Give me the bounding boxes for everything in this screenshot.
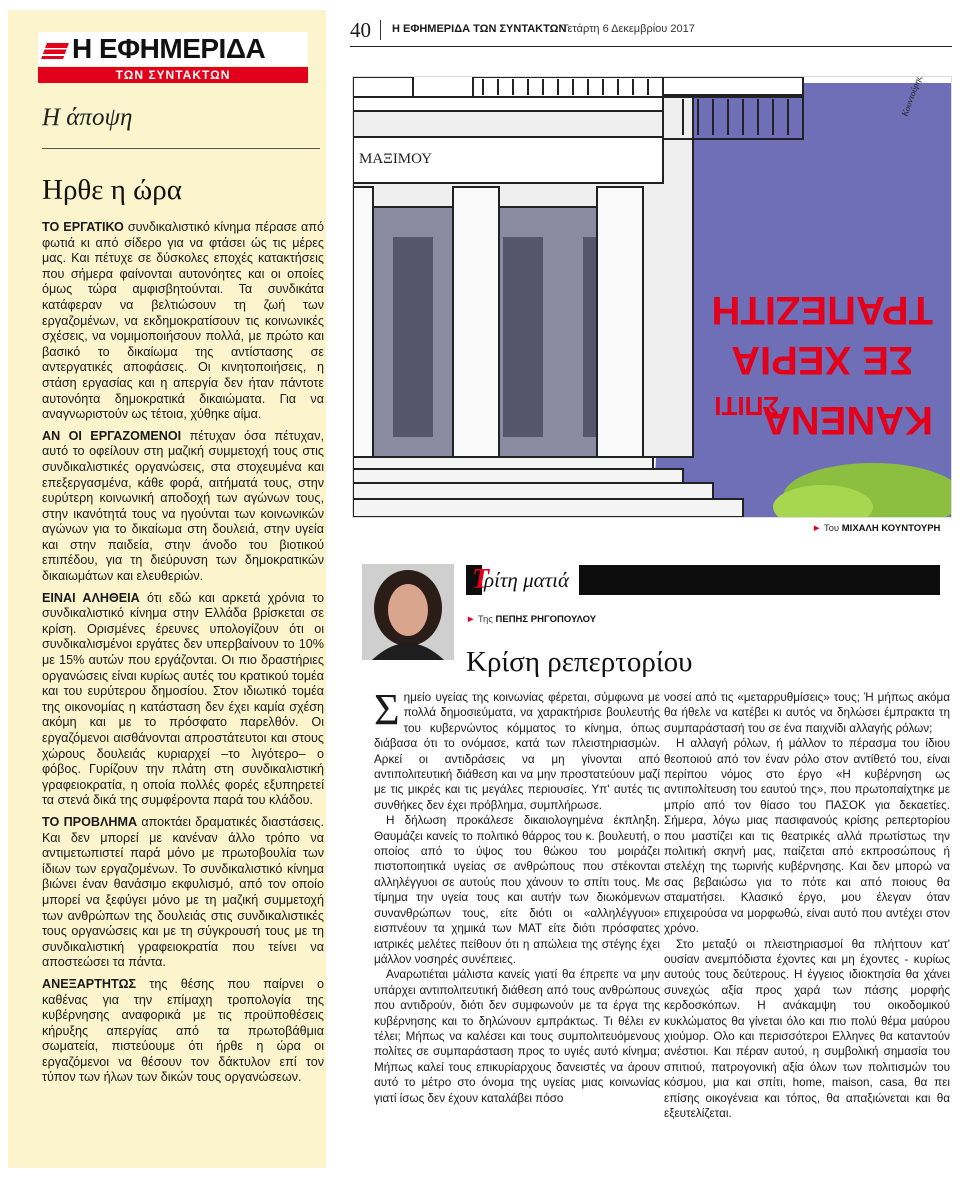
- column-header-text: ρίτη ματιά: [482, 565, 579, 595]
- paragraph-lead: ΤΟ ΠΡΟΒΛΗΜΑ: [42, 814, 138, 829]
- drop-cap: Σ: [374, 685, 400, 734]
- page-header: [350, 16, 952, 47]
- cartoon-signature: Κουντούρης: [899, 77, 924, 118]
- article-paragraph: Η αλλαγή ρόλων, ή μάλλον το πέρασμα του ίδιου θεοποιού από τον έναν ρόλο στον αντίθετό του, είναι περίπου νόμος στο έργο «Η κυβέρνηση ως αντιπολίτευση του εαυτού της», που πρωτοπαίχτηκε με μπρίο από τον θίασο του ΠΑΣΟΚ για δεκαετίες. Σήμερα, λόγω μιας πασιφανούς κρίσης ρεπερτορίου που μαστίζει και τις θεατρικές αλλά πρωτίστως την πολιτική σκηνή μας, παίζεται από εκπροσώπους ή στελέχη της τωρινής κυβέρνησης. Και δεν μπορώ να σας βεβαιώσω για το πότε και από ποιους θα σταματήσει. Κλασικό έργο, μου έλεγαν όταν επιχειρούσα να μορφωθώ, είναι αυτό που αντέχει στον χρόνο.: [664, 737, 950, 936]
- editorial-column: [8, 10, 326, 1168]
- cartoon-sign: ΜΑΞΙΜΟΥ: [359, 151, 433, 167]
- cartoon-credit: [812, 523, 940, 534]
- page-number: 40: [350, 18, 371, 42]
- article-title: Κρίση ρεπερτορίου: [466, 646, 693, 678]
- paragraph-text: συνδικαλιστικό κίνημα πέρασε από φωτιά κι από σίδερο για να φτάσει ώς τις μέρες μας. Και πέτυχε σε δύσκολες εποχές κατακτήσεις που σήμερα φαίνονται αυτονόητες και οι οποίες όμως τώρα αμφισβητούνται. Τα συνδικάτα κατάφεραν να βελτιώσουν τη ζωή των εργαζομένων, να εκδημοκρατίσουν τις κοινωνικές σχέσεις, να νομιμοποιήσουν πολλά, με πρώτο και βασικό το δικαίωμα της αντίστασης σε αντεργατικές αποφάσεις. Οι κινητοποιήσεις, η στάση εργασίας και η απεργία δεν ήταν πάντοτε αυτονόητα δημοκρατικά δικαιώματα. Για να αναγνωριστούν ως τέτοια, χύθηκε αίμα.: [42, 220, 325, 422]
- article-column-1: [374, 685, 660, 1106]
- paragraph-lead: ΑΝΕΞΑΡΤΗΤΩΣ: [42, 976, 137, 991]
- byline-prefix: Της: [477, 614, 493, 625]
- credit-prefix: Του: [823, 523, 840, 534]
- paragraph-text: πέτυχαν όσα πέτυχαν, αυτό το οφείλουν στη μαζική συμμετοχή τους στις συνδικαλιστικές οργανώσεις, στα στοχευμένα και επεξεργασμένα, κάθε φορά, αιτήματά τους, στην ευρύτερη κοινωνική αποδοχή των αγώνων τους, στην ικανότητά τους να ηγούνται των κοινωνικών αγώνων για το δικαίωμα στη δουλειά, στην υγεία και στην παιδεία, στην άνοδο του βιοτικού επιπέδου, για τη διεύρυνση των δημοκρατικών δικαιωμάτων και ελευθεριών.: [42, 428, 324, 584]
- editorial-paragraph: [42, 815, 324, 971]
- byline: [466, 614, 596, 625]
- paragraph-lead: ΤΟ ΕΡΓΑΤΙΚΟ: [42, 220, 124, 234]
- graffiti-line: ΤΡΑΠΕΖΙΤΗ: [711, 288, 933, 332]
- cartoon: [352, 76, 952, 518]
- issue-date: Τετάρτη 6 Δεκεμβρίου 2017: [562, 23, 695, 35]
- editorial-paragraph: [42, 220, 324, 423]
- editorial-paragraph: [42, 429, 324, 585]
- editorial-rubric: Η άποψη: [42, 104, 133, 131]
- article-paragraph: νοσεί από τις «μεταρρυθμίσεις» τους; Ή μήπως ακόμα θα ήθελε να κατέβει κι αυτός να δηλώσει έμπρακτα τη συμπαράστασή του σε ένα παιχνίδι αλλαγής ρόλων;: [664, 691, 950, 735]
- arrow-right-icon: ►: [466, 614, 476, 625]
- graffiti-line: ΚΑΝΕΝΑ: [761, 398, 933, 442]
- author-portrait: [362, 564, 454, 660]
- paper-name: Η ΕΦΗΜΕΡΙΔΑ ΤΩΝ ΣΥΝΤΑΚΤΩΝ: [392, 23, 567, 35]
- paragraph-lead: ΕΙΝΑΙ ΑΛΗΘΕΙΑ: [42, 590, 140, 605]
- editorial-title: Ηρθε η ώρα: [42, 174, 182, 206]
- graffiti-line: ΣΠΙΤΙ: [714, 391, 779, 421]
- flag-icon: [41, 43, 69, 59]
- editorial-paragraph: [42, 977, 324, 1086]
- editorial-body: [42, 220, 324, 1092]
- paragraph-text: ημείο υγείας της κοινωνίας φέρεται, σύμφωνα με πολλά δημοσιεύματα, να χαρακτήρισε βουλευτής του κυβερνώντος κόμματος το κίνημα, όπως διάβασα ότι το ονόμασε, κατά των πλειστηριασμών. Αρκεί οι αντιδράσεις να μη γίνονται από αντιπολιτευτική διάθεση και να μην προστατεύουν μαζί με τις μικρές και τις μεγάλες περιουσίες. Υπ' αυτές τις συνθήκες δεν έχει πρόβλημα, συμπλήρωσε.: [374, 691, 660, 812]
- editorial-paragraph: [42, 591, 324, 809]
- masthead: [38, 32, 308, 84]
- paragraph-text: ότι εδώ και αρκετά χρόνια το συνδικαλιστικό κίνημα στην Ελλάδα βρίσκεται σε κρίση. Ορισμένες έρευνες υπολογίζουν ότι οι συνδικαλισμένοι εργάτες δεν υπερβαίνουν το 10% με 15% αυτών που εργάζονται. Οι πιο δραστήριες οργανώσεις είναι κυρίως αυτές του κρατικού τομέα και του ευρύτερου δημοσίου. Στον ιδιωτικό τομέα της οικονομίας η κατάσταση δεν έχει καμία σχέση ακόμη και με το πρόσφατο παρελθόν. Οι εργαζόμενοι αισθάνονται απροστάτευτοι και στους χώρους δουλειάς κυριαρχεί –το λιγότερο– ο φόβος. Γυρίζουν την πλάτη στη συνδικαλιστική γραφειοκρατία, η οποία πολλές φορές εξυπηρετεί τα στενά δικά της συμφέροντα παρά του κλάδου.: [42, 590, 324, 808]
- author-photo: [362, 564, 454, 660]
- graffiti-line: ΣΕ ΧΕΡΙΑ: [731, 338, 913, 382]
- article-paragraph: Στο μεταξύ οι πλειστηριασμοί θα πλήττουν κατ' ουσίαν ανεμπόδιστα έχοντες και μη έχοντες - κυρίως αυτούς τους δεύτερους. Η έγγειος ιδιοκτησία θα χάνει συνεχώς αξία προς χαρά των πάσης μορφής κερδοσκόπων. Η ανάκαμψη του οικοδομικού κυκλώματος θα γίνεται όλο και πιο πολύ θέμα μαύρου χιούμορ. Ολο και περισσότεροι Ελληνες θα καταντούν ανέστιοι. Και πέραν αυτού, η συμβολική σημασία του σπιτιού, πατρογονική αξία όλων των πολιτισμών του κόσμου, μια και σπίτι, home, maison, casa, θα πει επίσης οικογένεια και τόπος, θα απαξιώνεται και θα εξευτελίζεται.: [664, 937, 950, 1120]
- article-paragraph: Αναρωτιέται μάλιστα κανείς γιατί θα έπρεπε να μην υπάρχει αντιπολιτευτική διάθεση από τους ανθρώπους που αντιδρούν, διότι δεν συμφωνούν με τα έργα της κυβέρνησης και το δηλώνουν εμπράκτως. Τι θέλει εν τέλει; Μήπως να καλέσει και τους συμπολιτευόμενους πολίτες σε συμπαράσταση προς το υγιές αυτό κίνημα; Μήπως καλεί τους επικυρίαρχους δανειστές να άρουν αυτό το μέτρο στο όνομα της υγείας μιας κοινωνίας γιατί ίσως δεν έχουν καταλάβει πόσο: [374, 968, 660, 1105]
- column-header: [466, 565, 940, 595]
- cartoon-illustration: [353, 77, 951, 517]
- header-divider: [380, 20, 381, 40]
- paragraph-lead: ΑΝ ΟΙ ΕΡΓΑΖΟΜΕΝΟΙ: [42, 428, 182, 443]
- rubric-divider: [42, 148, 320, 149]
- masthead-brand: [38, 32, 308, 66]
- article-paragraph: [374, 685, 660, 813]
- paragraph-text: της θέσης που παίρνει ο καθένας για την επίμαχη τροπολογία της κυβέρνησης αναφορικά με τις προϋποθέσεις κήρυξης απεργίας από τα πρωτοβάθμια σωματεία, πιστεύουμε ότι ήρθε η ώρα οι εργαζόμενοι να θέσουν τον δάκτυλον επί τον τύπον των ήλων των δικών τους οργανώσεων.: [42, 976, 324, 1085]
- paragraph-text: αποκτάει δραματικές διαστάσεις. Και δεν μπορεί με κανέναν άλλο τρόπο να αντιμετωπιστεί παρά μόνο με πρωτοβουλία των ίδιων των εργαζομένων. Το συνδικαλιστικό κίνημα βιώνει έναν θανάσιμο εκφυλισμό, από τον οποίο μπορεί να ξεφύγει μόνο με τη μαζική συμμετοχή των ανθρώπων της δουλειάς στις συνδικαλιστικές τους οργανώσεις και με τη σύγκρουσή τους με τη συνδικαλιστική γραφειοκρατία που τείνει να αποστεώσει τα πάντα.: [42, 814, 324, 970]
- arrow-right-icon: ►: [812, 523, 822, 534]
- masthead-brand-text: Η ΕΦΗΜΕΡΙΔΑ: [72, 33, 266, 64]
- masthead-subtitle: ΤΩΝ ΣΥΝΤΑΚΤΩΝ: [38, 67, 308, 83]
- article-column-2: [664, 690, 950, 1121]
- byline-name: ΠΕΠΗΣ ΡΗΓΟΠΟΥΛΟΥ: [495, 614, 597, 625]
- graffiti: [712, 288, 933, 442]
- article-paragraph: Η δήλωση προκάλεσε δικαιολογημένα έκπληξη. Θαυμάζει κανείς το πολιτικό θάρρος του κ. βουλευτή, ο οποίος από το ύψος του θώκου του μοιράζει πιστοποιητικά υγείας σε ανθρώπους που στέκονται αλληλέγγυοι σε αυτούς που χάνουν το σπίτι τους. Με τίμημα την υγεία τους και αυτήν των διωκόμενων συνανθρώπων τους, είτε διότι οι «αλληλέγγυοι» εισπνέουν τα χημικά των ΜΑΤ είτε διότι πρόσφατες ιατρικές μελέτες πείθουν ότι η απώλεια της στέγης έχει μάλλον νοσηρές συνέπειες.: [374, 814, 660, 966]
- column-header-letter: Τ: [472, 564, 490, 595]
- credit-name: ΜΙΧΑΛΗ ΚΟΥΝΤΟΥΡΗ: [841, 523, 941, 534]
